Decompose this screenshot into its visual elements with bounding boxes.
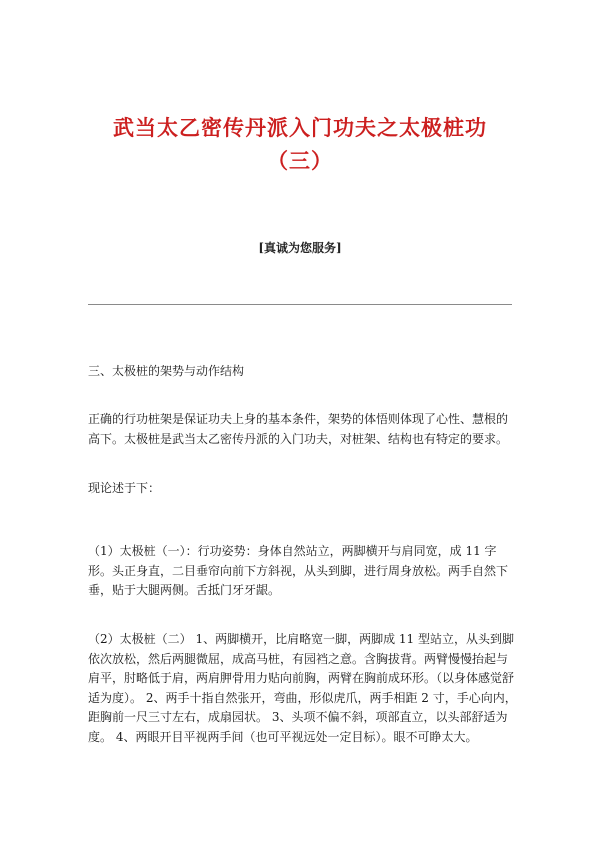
section-heading: 三、太极桩的架势与动作结构: [88, 364, 245, 378]
horizontal-divider: [88, 304, 512, 305]
posture-two-paragraph: （2）太极桩（二） 1、两脚横开，比肩略宽一脚，两脚成 11 型站立，从头到脚依次放松，然后两腿微屈，成高马桩，有园裆之意。含胸拔背。两臂慢慢抬起与肩平，肘略低于肩，两肩胛骨用力贴向前胸，两臂在胸前成环形。（以身体感觉舒适为度）。 2、两手十指自然张开，弯曲，形似虎爪，两手相距 2 寸，手心向内，距胸前一尺三寸左右，成扇园状。 3、头项不偏不斜，项部直立，以头部舒适为度。 4、两眼开目平视两手间（也可平视远处一定目标）。眼不可睁太大。: [88, 632, 517, 744]
lead-in-text: 现论述于下：: [88, 481, 161, 495]
posture-one-paragraph: （1）太极桩（一）：行功姿势：身体自然站立，两脚横开与肩同宽，成 11 字形。头正身直，二目垂帘向前下方斜视，从头到脚，进行周身放松。两手自然下垂，贴于大腿两侧。舌抵门牙牙龈。: [88, 544, 509, 597]
service-tagline: [真诚为您服务]: [258, 241, 342, 255]
document-title: 武当太乙密传丹派入门功夫之太极桩功: [113, 115, 487, 140]
document-title-part: （三）: [267, 148, 333, 173]
intro-paragraph: 正确的行功桩架是保证功夫上身的基本条件，架势的体悟则体现了心性、慧根的高下。太极桩是武当太乙密传丹派的入门功夫，对桩架、结构也有特定的要求。: [88, 412, 509, 446]
